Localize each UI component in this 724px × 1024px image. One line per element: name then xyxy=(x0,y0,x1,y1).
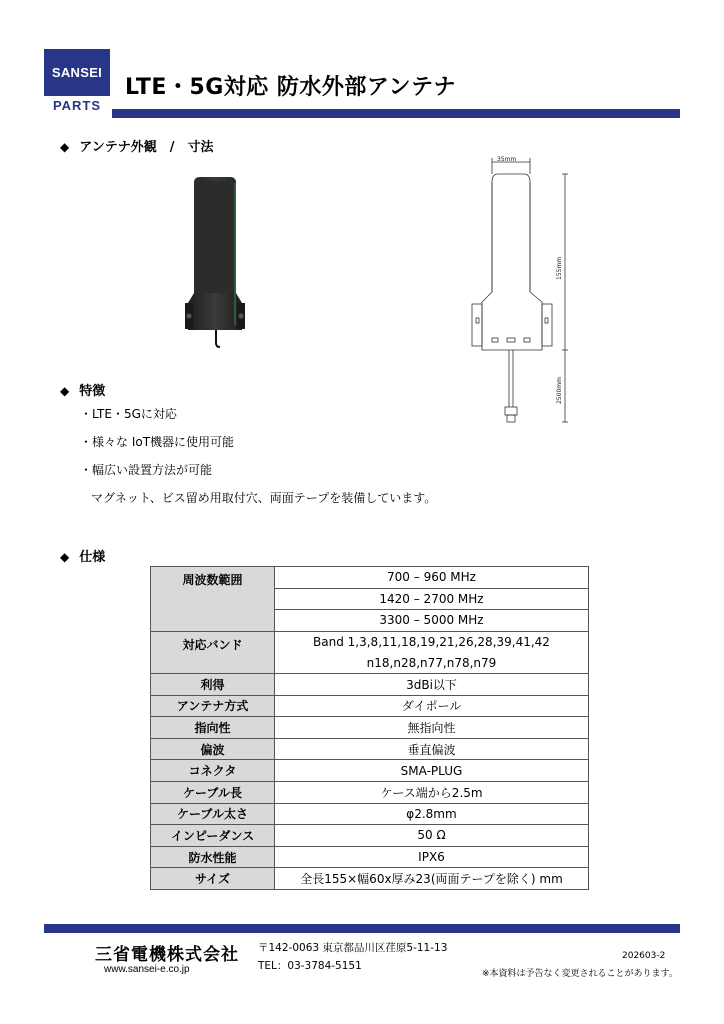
spec-value: φ2.8mm xyxy=(275,803,589,825)
spec-table xyxy=(150,566,589,890)
table-row xyxy=(151,803,589,825)
spec-value: ダイポール xyxy=(275,695,589,717)
table-row xyxy=(151,695,589,717)
spec-value: 無指向性 xyxy=(275,717,589,739)
table-row xyxy=(151,868,589,890)
features-heading xyxy=(60,380,105,399)
table-row xyxy=(151,717,589,739)
table-row xyxy=(151,781,589,803)
sansei-logo xyxy=(44,49,110,96)
spec-value: n18,n28,n77,n78,n79 xyxy=(275,652,589,673)
company-tel: TEL：03-3784-5151 xyxy=(258,960,362,972)
spec-label: ケーブル太さ xyxy=(151,803,275,825)
spec-value: 700 – 960 MHz xyxy=(275,567,589,589)
spec-value: 全長155×幅60x厚み23(両面テープを除く) mm xyxy=(275,868,589,890)
spec-value: 3dBi以下 xyxy=(275,673,589,695)
height-dimension-label: 155mm xyxy=(556,256,563,280)
spec-value: 3300 – 5000 MHz xyxy=(275,610,589,632)
spec-heading-text: 仕様 xyxy=(79,550,106,565)
antenna-photo xyxy=(180,175,250,350)
document-number: 202603-2 xyxy=(622,951,666,961)
change-notice: ※本資料は予告なく変更されることがあります。 xyxy=(482,969,678,979)
feature-item: ・LTE・5Gに対応 xyxy=(80,407,177,421)
feature-item: ・様々な IoT機器に使用可能 xyxy=(80,435,235,449)
width-dimension-label: 35mm xyxy=(497,156,517,163)
table-row xyxy=(151,673,589,695)
page-title: LTE・5G対応 防水外部アンテナ xyxy=(125,75,457,100)
spec-value: 1420 – 2700 MHz xyxy=(275,588,589,610)
diamond-bullet-icon: ◆ xyxy=(60,140,70,154)
diamond-bullet-icon: ◆ xyxy=(60,384,70,398)
table-row xyxy=(151,846,589,868)
spec-label: 利得 xyxy=(151,673,275,695)
company-url[interactable]: www.sansei-e.co.jp xyxy=(104,964,190,975)
feature-item: ・幅広い設置方法が可能 xyxy=(80,463,213,477)
spec-value: ケース端から2.5m xyxy=(275,781,589,803)
header-divider-bar xyxy=(112,109,680,118)
cable-dimension-label: 2500mm xyxy=(556,377,563,404)
table-row xyxy=(151,738,589,760)
spec-label: サイズ xyxy=(151,868,275,890)
spec-label: アンテナ方式 xyxy=(151,695,275,717)
spec-label: 周波数範囲 xyxy=(151,567,275,632)
features-heading-text: 特徴 xyxy=(79,384,106,399)
appearance-heading-text: アンテナ外観 / 寸法 xyxy=(79,140,214,155)
table-row xyxy=(151,567,589,589)
dimension-drawing xyxy=(462,152,592,442)
company-name: 三省電機株式会社 xyxy=(95,945,239,965)
table-row xyxy=(151,825,589,847)
feature-note: マグネット、ビス留め用取付穴、両面テープを装備しています。 xyxy=(91,491,437,505)
spec-label: 偏波 xyxy=(151,738,275,760)
spec-value: Band 1,3,8,11,18,19,21,26,28,39,41,42 xyxy=(275,631,589,652)
spec-value: 垂直偏波 xyxy=(275,738,589,760)
spec-label: 対応バンド xyxy=(151,631,275,673)
spec-value: IPX6 xyxy=(275,846,589,868)
spec-value: SMA-PLUG xyxy=(275,760,589,782)
spec-label: ケーブル長 xyxy=(151,781,275,803)
spec-value: 50 Ω xyxy=(275,825,589,847)
spec-label: コネクタ xyxy=(151,760,275,782)
logo-text-parts: PARTS xyxy=(52,98,102,113)
spec-label: 防水性能 xyxy=(151,846,275,868)
diamond-bullet-icon: ◆ xyxy=(60,550,70,564)
appearance-heading xyxy=(60,136,213,155)
table-row xyxy=(151,760,589,782)
spec-label: インピーダンス xyxy=(151,825,275,847)
logo-text-sansei: SANSEI xyxy=(51,65,103,80)
table-row xyxy=(151,631,589,652)
footer-divider-bar xyxy=(44,924,680,933)
spec-label: 指向性 xyxy=(151,717,275,739)
spec-heading xyxy=(60,546,105,565)
company-address: 〒142-0063 東京都品川区荏原5-11-13 xyxy=(258,942,448,954)
